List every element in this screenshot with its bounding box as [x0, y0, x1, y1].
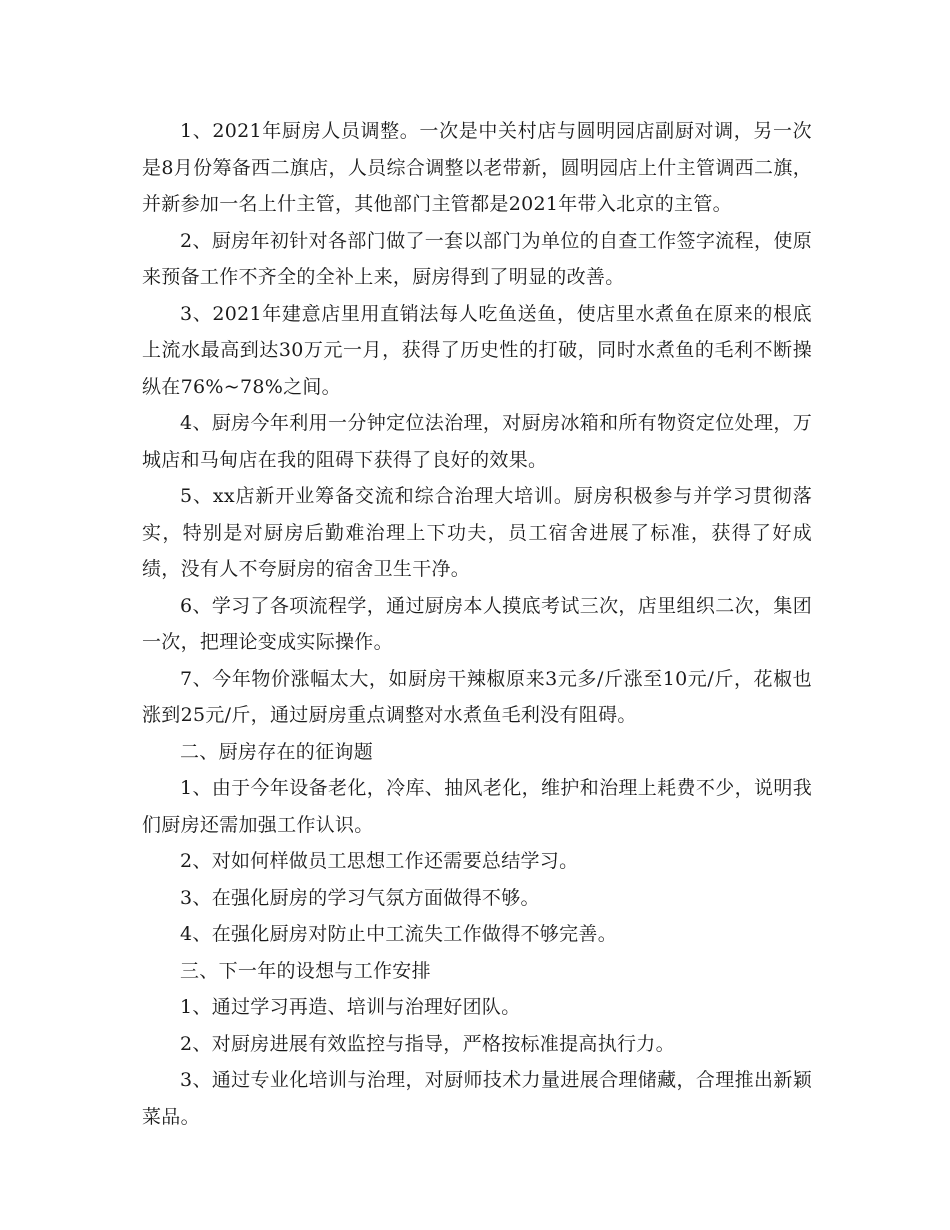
paragraph: 2、对如何样做员工思想工作还需要总结学习。	[180, 850, 579, 872]
paragraph: 6、学习了各项流程学，通过厨房本人摸底考试三次，店里组织二次，集团一次，把理论变成实际操作。	[142, 594, 812, 653]
paragraph: 3、在强化厨房的学习气氛方面做得不够。	[180, 886, 540, 909]
document-body	[142, 113, 812, 1135]
paragraph: 2、对厨房进展有效监控与指导，严格按标准提高执行力。	[180, 1032, 675, 1055]
paragraph: 5、xx店新开业筹备交流和综合治理大培训。厨房积极参与并学习贯彻落实，特别是对厨房后勤难治理上下功夫，员工宿舍进展了标准，获得了好成绩，没有人不夸厨房的宿舍卫生干净。	[142, 485, 812, 580]
paragraph: 3、2021年建意店里用直销法每人吃鱼送鱼，使店里水煮鱼在原来的根底上流水最高到达30万元一月，获得了历史性的打破，同时水煮鱼的毛利不断操纵在76%~78%之间。	[142, 302, 812, 398]
paragraph: 1、通过学习再造、培训与治理好团队。	[180, 996, 521, 1018]
paragraph: 1、2021年厨房人员调整。一次是中关村店与圆明园店副厨对调，另一次是8月份筹备西二旗店，人员综合调整以老带新，圆明园店上什主管调西二旗，并新参加一名上什主管，其他部门主管都是2021年带入北京的主管。	[142, 120, 812, 215]
section-heading: 二、厨房存在的征询题	[180, 740, 374, 763]
section-heading: 三、下一年的设想与工作安排	[180, 959, 431, 982]
paragraph: 4、在强化厨房对防止中工流失工作做得不够完善。	[180, 923, 617, 945]
paragraph: 2、厨房年初针对各部门做了一套以部门为单位的自查工作签字流程，使原来预备工作不齐全的全补上来，厨房得到了明显的改善。	[142, 229, 812, 288]
paragraph: 4、厨房今年利用一分钟定位法治理，对厨房冰箱和所有物资定位处理，万城店和马甸店在我的阻碍下获得了良好的效果。	[142, 412, 812, 471]
paragraph: 3、通过专业化培训与治理，对厨师技术力量进展合理储藏，合理推出新颖菜品。	[142, 1069, 812, 1128]
paragraph: 7、今年物价涨幅太大，如厨房干辣椒原来3元多/斤涨至10元/斤，花椒也涨到25元/斤，通过厨房重点调整对水煮鱼毛利没有阻碍。	[142, 667, 812, 726]
paragraph: 1、由于今年设备老化，冷库、抽风老化，维护和治理上耗费不少，说明我们厨房还需加强工作认识。	[142, 777, 812, 836]
